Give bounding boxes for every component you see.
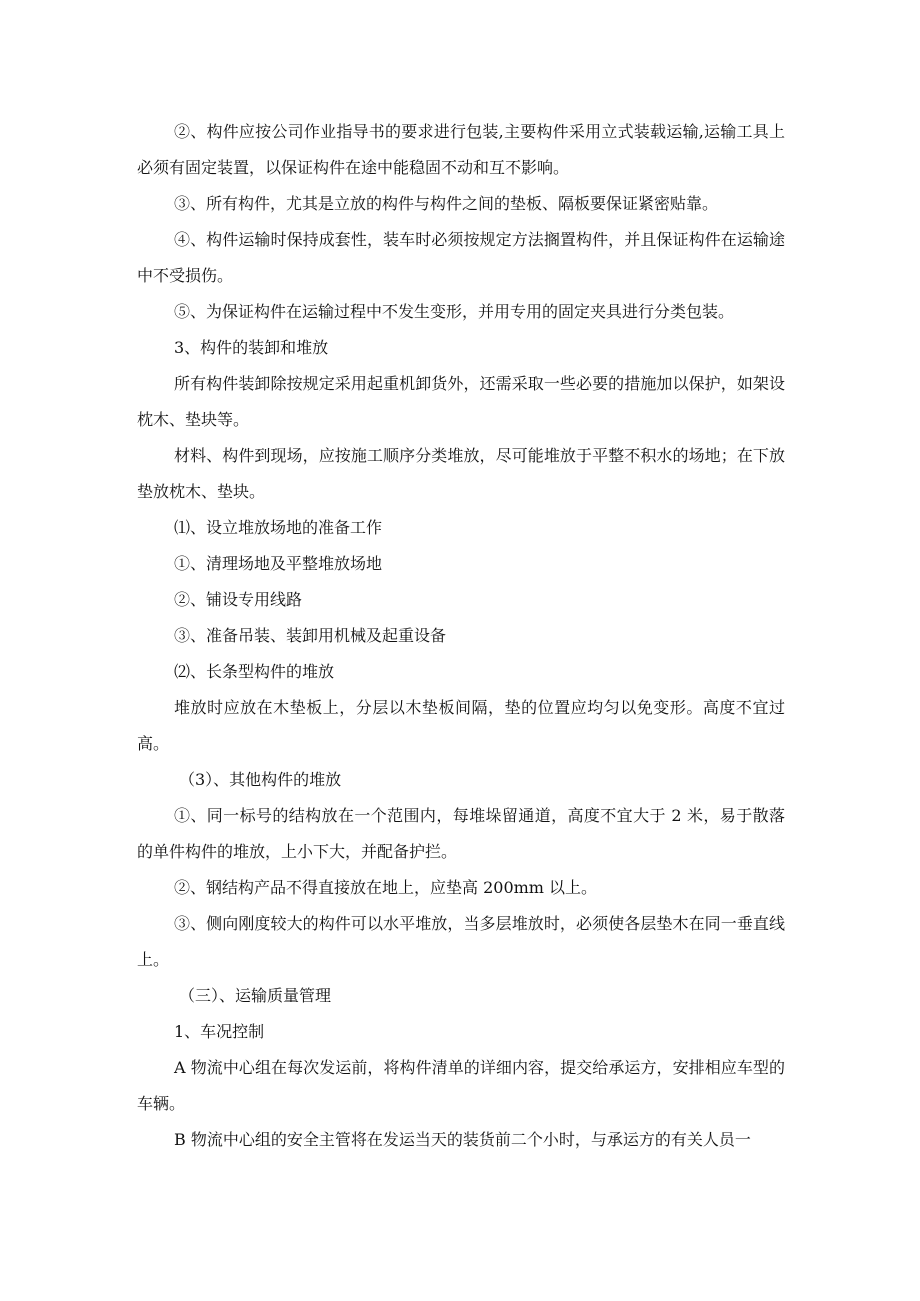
list-item-prepare-machinery: ③、准备吊装、装卸用机械及起重设备 (174, 626, 447, 645)
list-item-lay-track: ②、铺设专用线路 (174, 590, 303, 609)
paragraph-unloading: 所有构件装卸除按规定采用起重机卸货外，还需采取一些必要的措施加以保护，如架设枕木、垫块等。 (137, 374, 785, 429)
subheading-3-other-members: （3）、其他构件的堆放 (179, 770, 342, 789)
paragraph-item-5-fixtures: ⑤、为保证构件在运输过程中不发生变形，并用专用的固定夹具进行分类包装。 (174, 302, 735, 321)
section-heading-transport-quality: （三）、运输质量管理 (179, 986, 332, 1005)
section-heading-3-loading-stacking: 3、构件的装卸和堆放 (174, 338, 329, 357)
subheading-1-site-preparation: ⑴、设立堆放场地的准备工作 (174, 518, 383, 537)
list-item-clear-site: ①、清理场地及平整堆放场地 (174, 554, 383, 573)
subheading-2-long-members: ⑵、长条型构件的堆放 (174, 662, 335, 681)
paragraph-item-2-packaging: ②、构件应按公司作业指导书的要求进行包装,主要构件采用立式装载运输,运输工具上必须有固定装置，以保证构件在途中能稳固不动和互不影响。 (137, 122, 785, 177)
paragraph-item-3-spacers: ③、所有构件，尤其是立放的构件与构件之间的垫板、隔板要保证紧密贴靠。 (174, 194, 719, 213)
paragraph-long-members: 堆放时应放在木垫板上，分层以木垫板间隔，垫的位置应均匀以免变形。高度不宜过高。 (137, 698, 785, 753)
list-item-horizontal-stacking: ③、侧向刚度较大的构件可以水平堆放，当多层堆放时，必须使各层垫木在同一垂直线上。 (137, 914, 785, 969)
list-item-raise-200mm: ②、钢结构产品不得直接放在地上，应垫高 200mm 以上。 (174, 878, 598, 897)
subheading-1-vehicle-control: 1、车况控制 (174, 1022, 265, 1041)
paragraph-b-safety: B 物流中心组的安全主管将在发运当天的装货前二个小时，与承运方的有关人员一 (174, 1130, 751, 1149)
list-item-same-label: ①、同一标号的结构放在一个范围内，每堆垛留通道，高度不宜大于 2 米，易于散落的单件构件的堆放，上小下大，并配备护拦。 (137, 806, 785, 861)
paragraph-a-logistics: A 物流中心组在每次发运前，将构件清单的详细内容，提交给承运方，安排相应车型的车辆。 (137, 1058, 785, 1113)
paragraph-site-stacking: 材料、构件到现场，应按施工顺序分类堆放，尽可能堆放于平整不积水的场地；在下放垫放枕木、垫块。 (137, 446, 785, 501)
paragraph-item-4-loading: ④、构件运输时保持成套性，装车时必须按规定方法搁置构件，并且保证构件在运输途中不受损伤。 (137, 230, 785, 285)
document-body (137, 114, 785, 1158)
